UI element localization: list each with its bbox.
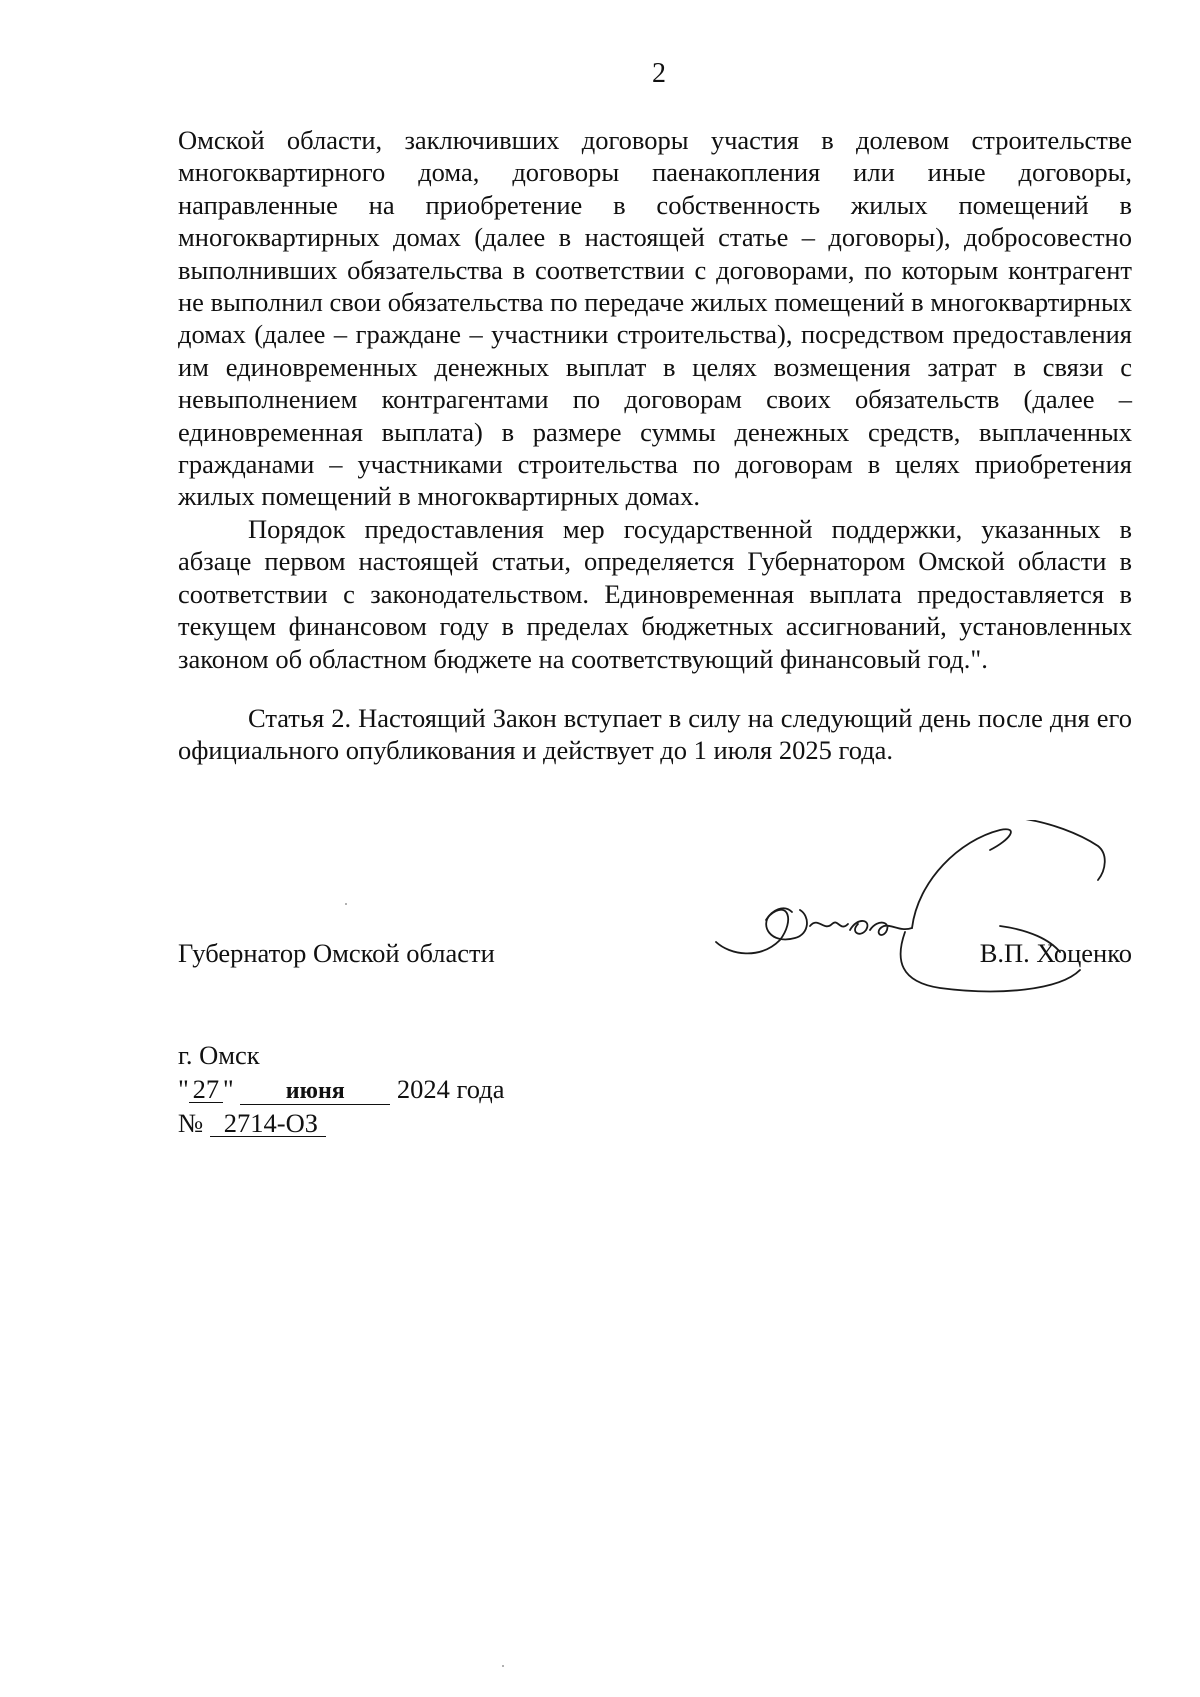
law-number: 2714-ОЗ	[210, 1110, 326, 1137]
date-month: июня	[240, 1078, 390, 1105]
governor-title: Губернатор Омской области	[178, 938, 495, 968]
quote-close: "	[222, 1074, 234, 1104]
date-line	[178, 1072, 504, 1106]
article-2: Статья 2. Настоящий Закон вступает в силу на следующий день после дня его официального опубликования и действует до 1 июля 2025 года.	[178, 702, 1132, 766]
governor-name: В.П. Хоценко	[979, 938, 1132, 968]
place-and-date-block	[178, 1038, 504, 1140]
law-number-line	[178, 1106, 504, 1140]
paragraph-continuation: Омской области, заключивших договоры участия в долевом строительстве многоквартирного дома, договоры паенакопления или иные договоры, направленные на приобретение в собственность жилых помещений в многоквартирных домах (далее в настоящей статье – договоры), добросовестно выполнивших обязательства в соответствии с договорами, по которым контрагент не выполнил свои обязательства по передаче жилых помещений в многоквартирных домах (далее – граждане – участники строительства), посредством предоставления им единовременных денежных выплат в целях возмещения затрат в связи с невыполнением контрагентами по договорам своих обязательств (далее – единовременная выплата) в размере суммы денежных средств, выплаченных гражданами – участниками строительства по договорам в целях приобретения жилых помещений в многоквартирных домах.	[178, 125, 1132, 512]
scan-speck	[502, 1665, 504, 1667]
city: г. Омск	[178, 1040, 260, 1070]
handwritten-signature	[700, 820, 1130, 1000]
scan-speck	[345, 903, 347, 905]
quote-open: "	[178, 1074, 189, 1104]
number-sign: №	[178, 1108, 204, 1138]
date-year: 2024 года	[396, 1074, 505, 1104]
page-number: 2	[652, 58, 666, 89]
date-day: 27	[189, 1076, 223, 1103]
city-line	[178, 1038, 504, 1072]
law-text	[178, 124, 1132, 767]
paragraph-procedure: Порядок предоставления мер государственной поддержки, указанных в абзаце первом настоящей статьи, определяется Губернатором Омской области в соответствии с законодательством. Единовременная выплата предоставляется в текущем финансовом году в пределах бюджетных ассигнований, установленных законом об областном бюджете на соответствующий финансовый год.".	[178, 513, 1132, 674]
